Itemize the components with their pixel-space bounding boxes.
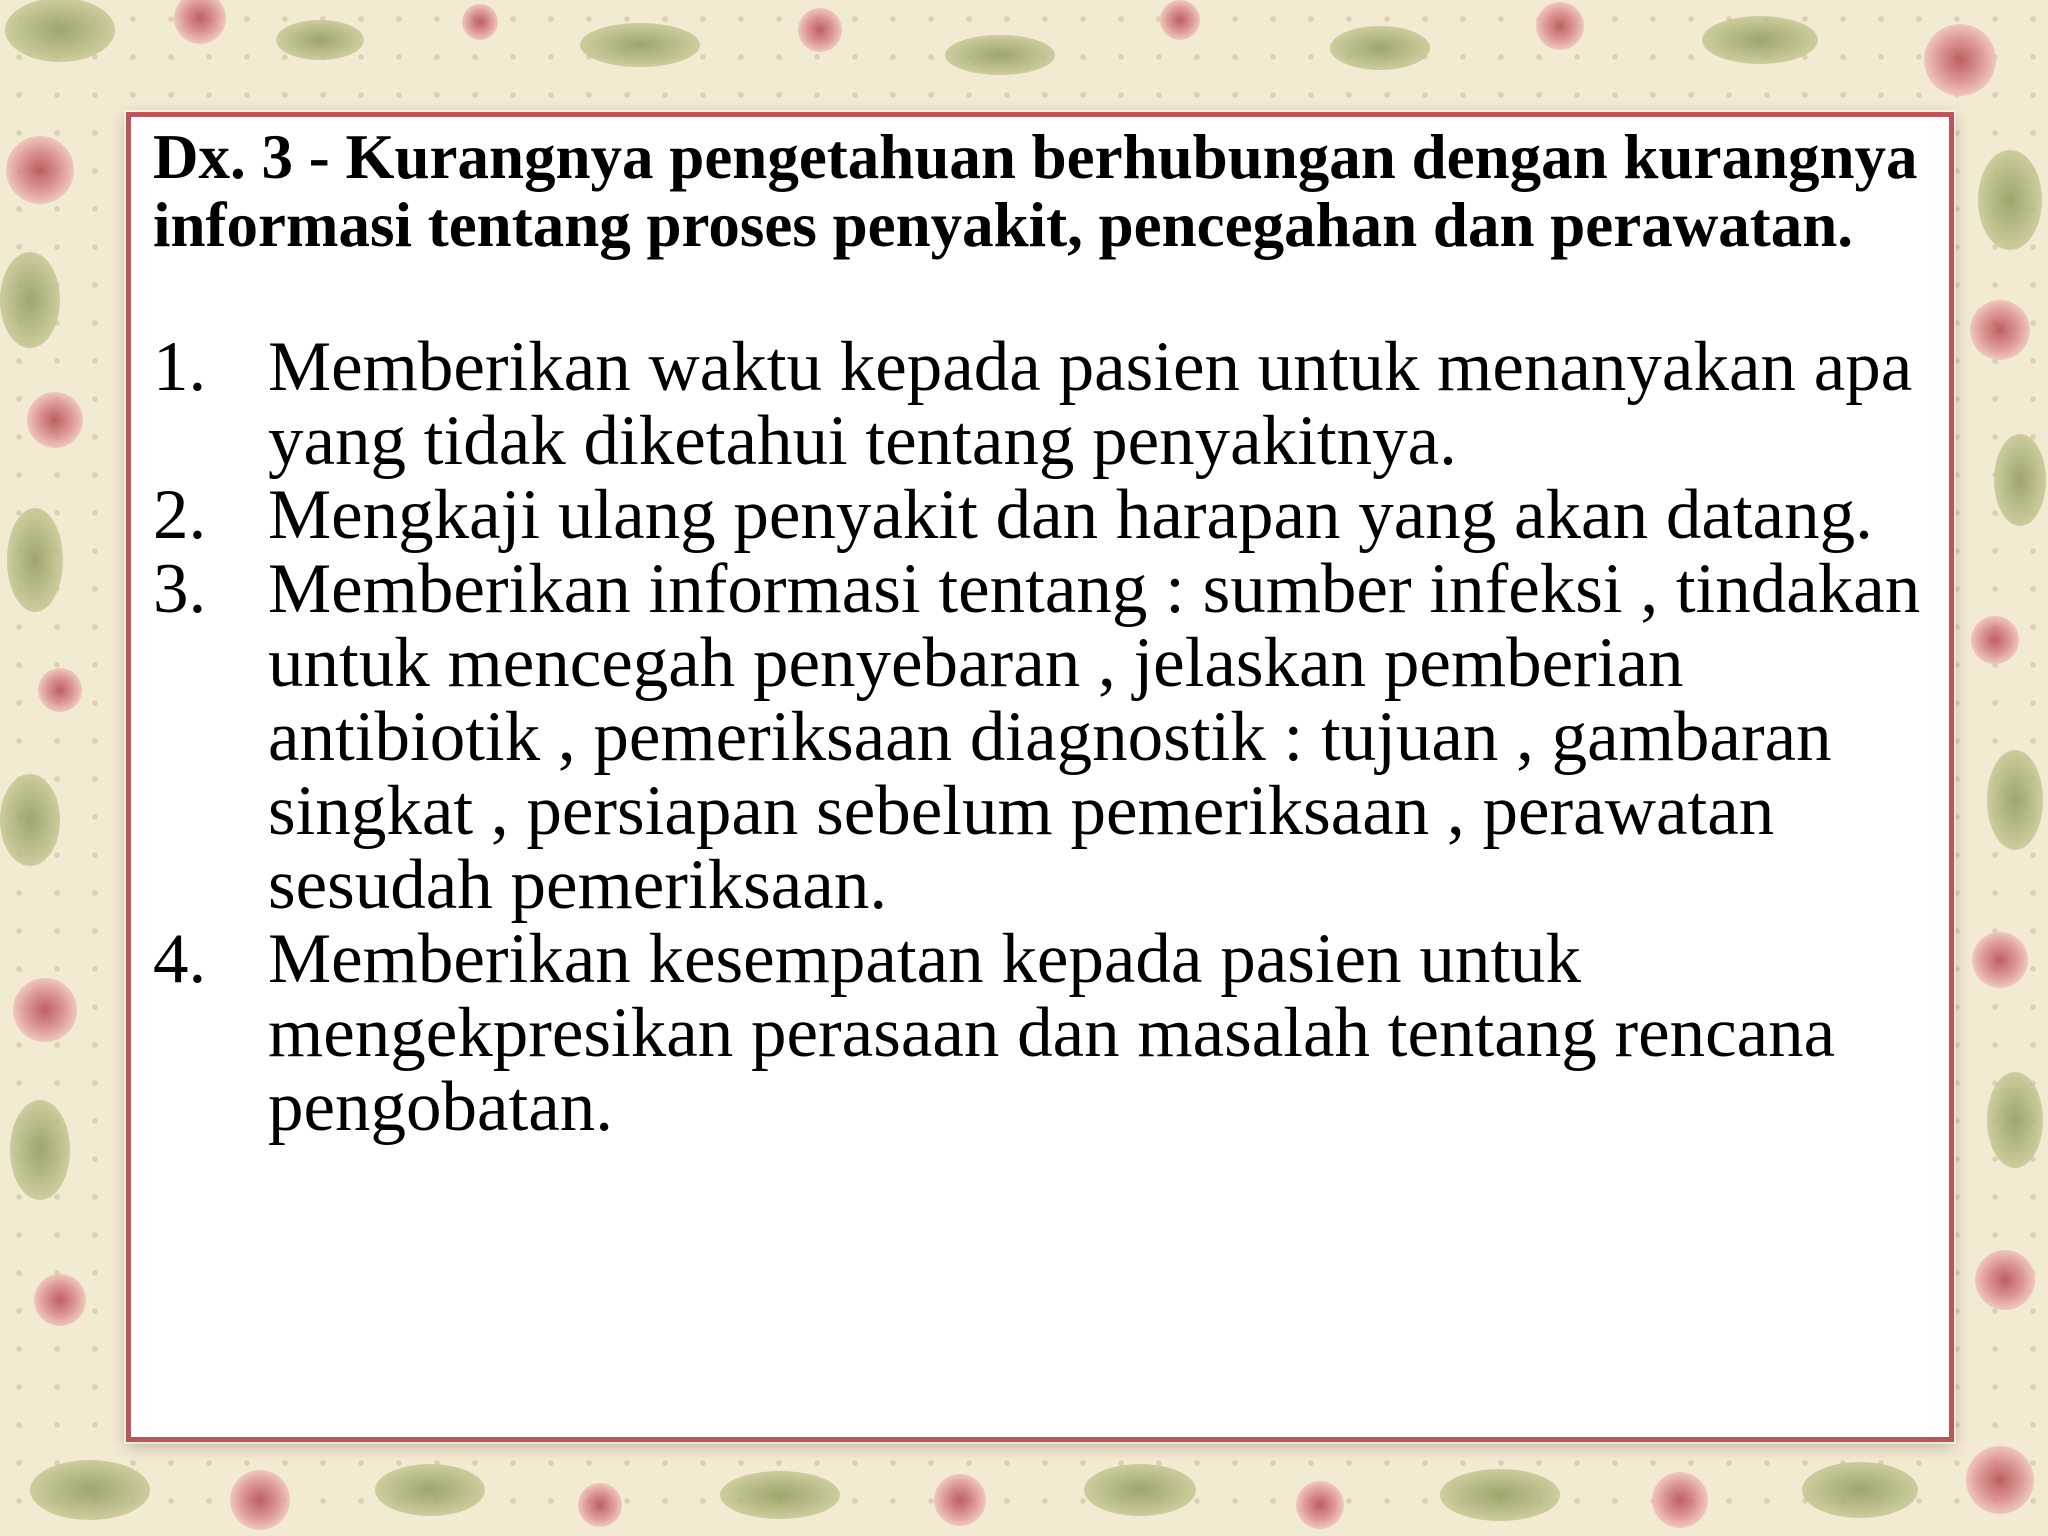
- item-text: Memberikan informasi tentang : sumber infeksi , tindakan untuk mencegah penyebaran , jelaskan pemberian antibiotik , pemeriksaan diagnostik : tujuan , gambaran singkat , persiapan sebelum pemeriksaan , perawatan sesudah pemeriksaan.: [268, 550, 1921, 924]
- slide-title: Dx. 3 - Kurangnya pengetahuan berhubungan dengan kurangnya informasi tentang proses penyakit, pencegahan dan perawatan.: [153, 122, 1918, 260]
- item-number: 3.: [153, 550, 207, 628]
- list-item: [153, 552, 1927, 922]
- item-number: 1.: [153, 328, 207, 406]
- intervention-list: [153, 330, 1927, 1144]
- item-text: Mengkaji ulang penyakit dan harapan yang akan datang.: [268, 476, 1873, 554]
- list-item: [153, 922, 1927, 1144]
- item-number: 2.: [153, 476, 207, 554]
- item-text: Memberikan kesempatan kepada pasien untuk mengekpresikan perasaan dan masalah tentang rencana pengobatan.: [268, 920, 1836, 1146]
- list-item: [153, 478, 1927, 552]
- item-number: 4.: [153, 920, 207, 998]
- content-frame: [126, 112, 1954, 1442]
- item-text: Memberikan waktu kepada pasien untuk menanyakan apa yang tidak diketahui tentang penyakitnya.: [268, 328, 1913, 480]
- list-item: [153, 330, 1927, 478]
